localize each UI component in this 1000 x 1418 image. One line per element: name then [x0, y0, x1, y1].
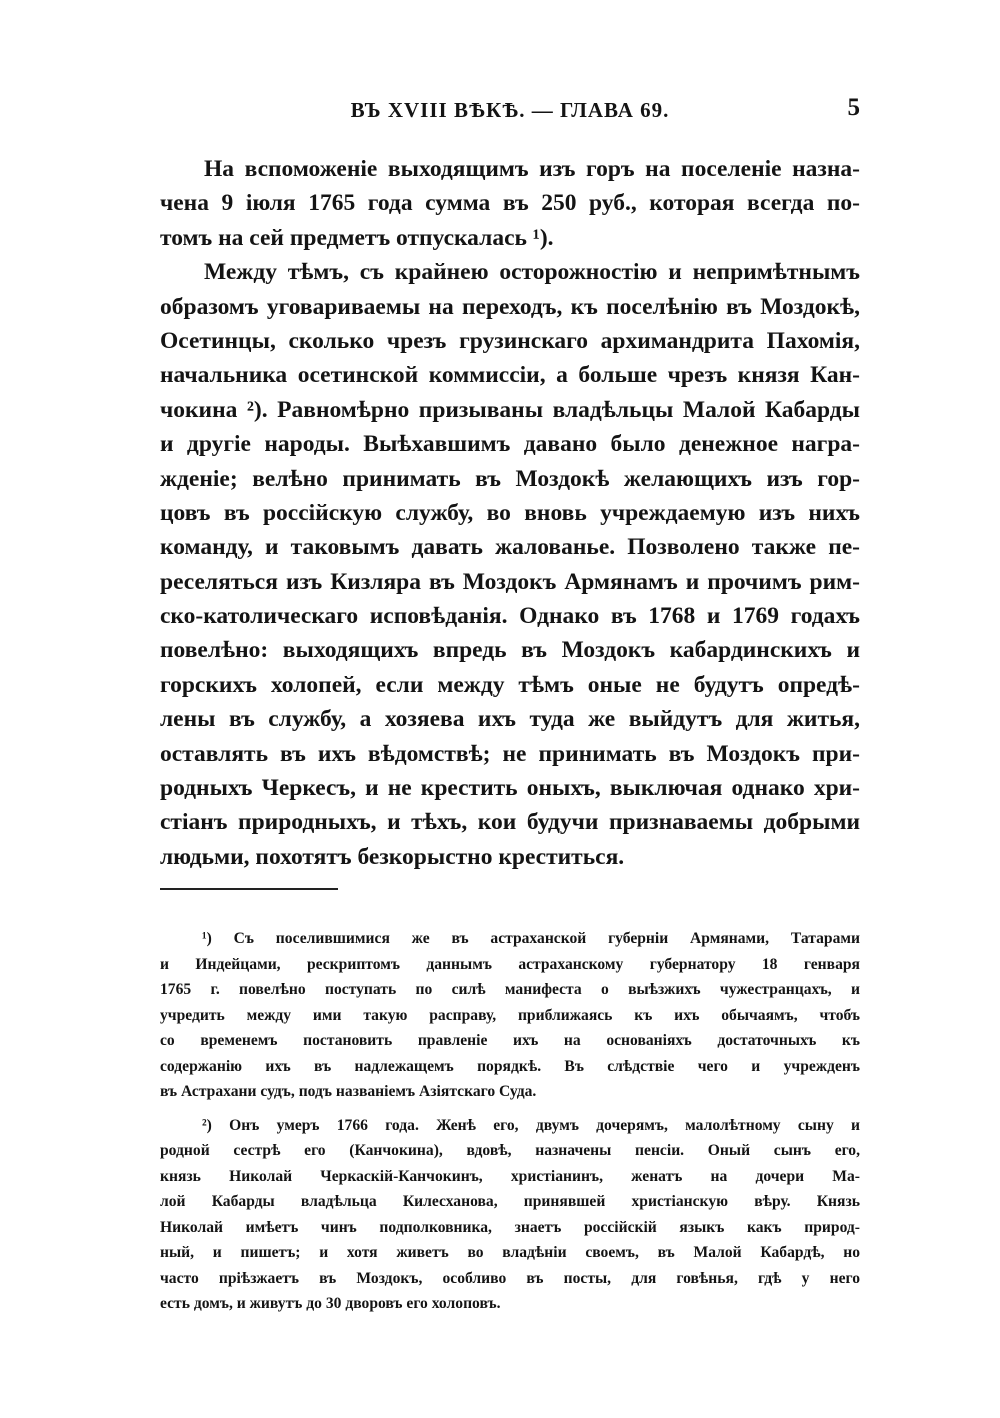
chapter-heading: ВЪ XVIII ВѢКѢ. — ГЛАВА 69.	[350, 98, 670, 122]
footnote-line: учредить между ими такую расправу, приближаясь къ ихъ обычаямъ, чтобъ	[160, 1006, 860, 1024]
text-line: чена 9 iюля 1765 года сумма въ 250 руб., которая всегда по-	[160, 190, 860, 217]
text-line: На вспоможенiе выходящимъ изъ горъ на поселенiе назна-	[204, 156, 860, 182]
footnote-line: князь Николай Черкаскiй-Канчокинъ, христiанинъ, женатъ на дочери Ма-	[160, 1167, 860, 1185]
footnote-line: содержанiю ихъ въ надлежащемъ порядкѣ. Въ слѣдствiе чего и учрежденъ	[160, 1057, 860, 1075]
text-line: горскихъ холопей, если между тѣмъ оные не будутъ опредѣ-	[160, 671, 860, 698]
footnote-1	[160, 926, 860, 1105]
text-line: ско-католическаго исповѣданiя. Однако въ 1768 и 1769 годахъ	[160, 603, 860, 630]
text-line: людьми, похотятъ безкорыстно креститься.	[160, 843, 625, 870]
footnote-line: лой Кабарды владѣльца Килесханова, принявшей христiанскую вѣру. Князь	[160, 1193, 860, 1210]
footnote-line: ²) Онъ умеръ 1766 года. Женѣ его, двумъ дочерямъ, малолѣтному сыну и	[202, 1116, 860, 1134]
footnote-line: родной сестрѣ его (Канчокина), вдовѣ, назначены пенсiи. Оный сынъ его,	[160, 1142, 860, 1159]
footnote-line: со временемъ постановить правленiе ихъ на основанiяхъ достаточныхъ къ	[160, 1032, 860, 1049]
running-header	[160, 94, 860, 128]
text-line: лены въ службу, а хозяева ихъ туда же выйдутъ для житья,	[160, 706, 860, 733]
text-line: стiанъ природныхъ, и тѣхъ, кои будучи признаваемы добрыми	[160, 809, 860, 836]
footnote-2	[160, 1113, 860, 1317]
main-text	[160, 152, 860, 874]
footnote-line: въ Астрахани судъ, подъ названiемъ Азiятскаго Суда.	[160, 1083, 537, 1100]
text-line: начальника осетинской коммиссiи, а больше чрезъ князя Кан-	[160, 362, 860, 389]
text-line: реселяться изъ Кизляра въ Моздокъ Армянамъ и прочимъ рим-	[160, 568, 860, 595]
text-line: томъ на сей предметъ отпускалась ¹).	[160, 224, 554, 251]
text-line: образомъ уговариваемы на переходъ, къ поселѣнiю въ Моздокѣ,	[160, 293, 860, 320]
text-line: цовъ въ россiйскую службу, во вновь учреждаемую изъ нихъ	[160, 499, 860, 526]
footnote-line: Николай имѣетъ чинъ подполковника, знаетъ россiйскiй языкъ какъ природ-	[160, 1218, 860, 1236]
text-line: и другiе народы. Выѣхавшимъ давано было денежное награ-	[160, 431, 860, 458]
text-line: Между тѣмъ, съ крайнею осторожностiю и непримѣтнымъ	[204, 259, 860, 286]
footnote-gap	[160, 1105, 860, 1113]
text-line: команду, и таковымъ давать жалованье. Позволено также пе-	[160, 534, 860, 561]
footnote-line: и Индейцами, рескриптомъ даннымъ астраханскому губернатору 18 генваря	[160, 955, 860, 973]
footnote-line: есть домъ, и живутъ до 30 дворовъ его холоповъ.	[160, 1295, 501, 1312]
footnote-line: ¹) Съ поселившимися же въ астраханской губернiи Армянами, Татарами	[202, 930, 860, 947]
footnote-separator	[160, 888, 338, 890]
text-line: повелѣно: выходящихъ впредь въ Моздокъ кабардинскихъ и	[160, 637, 860, 664]
footnote-line: ный, и пишетъ; и хотя живетъ во владѣнiи своемъ, въ Малой Кабардѣ, но	[160, 1244, 860, 1261]
text-line: Осетинцы, сколько чрезъ грузинскаго архимандрита Пахомiя,	[160, 327, 860, 354]
text-line: чокина ²). Равномѣрно призываны владѣльцы Малой Кабарды	[160, 396, 860, 423]
page-number: 5	[847, 94, 860, 121]
text-line: оставлять въ ихъ вѣдомствѣ; не принимать въ Моздокъ при-	[160, 740, 860, 767]
footnote-line: 1765 г. повелѣно поступать по силѣ манифеста о выѣзжихъ чужестранцахъ, и	[160, 981, 860, 998]
text-line: родныхъ Черкесъ, и не крестить оныхъ, выключая однако хри-	[160, 775, 860, 802]
footnote-line: часто прiѣзжаетъ въ Моздокъ, особливо въ посты, для говѣнья, гдѣ у него	[160, 1269, 860, 1287]
text-line: жденiе; велѣно принимать въ Моздокѣ желающихъ изъ гор-	[160, 465, 860, 492]
footnotes	[160, 926, 860, 1317]
